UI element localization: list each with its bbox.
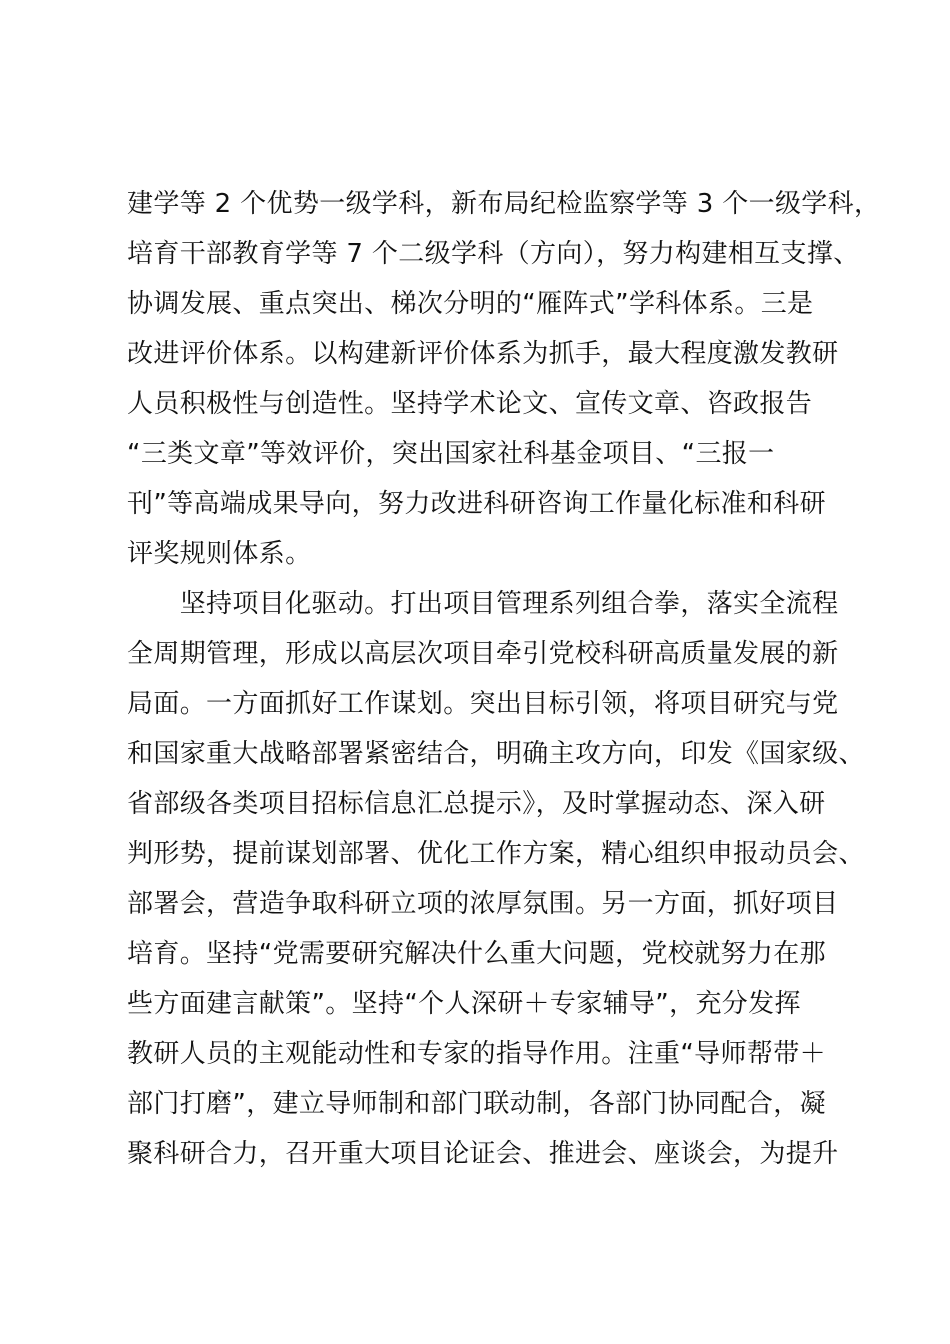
body-text-line: 些方面建言献策”。坚持“个人深研＋专家辅导”，充分发挥 xyxy=(127,989,801,1019)
body-text-line: 部门打磨”，建立导师制和部门联动制，各部门协同配合，凝 xyxy=(127,1089,826,1119)
body-text-line: 聚科研合力，召开重大项目论证会、推进会、座谈会，为提升 xyxy=(127,1139,839,1169)
body-text-line: “三类文章”等效评价，突出国家社科基金项目、“三报一 xyxy=(127,439,775,469)
body-text-line: 全周期管理，形成以高层次项目牵引党校科研高质量发展的新 xyxy=(127,639,839,669)
body-text-line: 协调发展、重点突出、梯次分明的“雁阵式”学科体系。三是 xyxy=(127,289,814,319)
body-text-line: 培育干部教育学等 7 个二级学科（方向），努力构建相互支撑、 xyxy=(127,239,860,269)
body-text-line: 建学等 2 个优势一级学科，新布局纪检监察学等 3 个一级学科， xyxy=(127,189,881,219)
body-text-line: 教研人员的主观能动性和专家的指导作用。注重“导师帮带＋ xyxy=(127,1039,826,1069)
body-text-line: 培育。坚持“党需要研究解决什么重大问题，党校就努力在那 xyxy=(127,939,826,969)
paragraph-first-line: 坚持项目化驱动。打出项目管理系列组合拳，落实全流程 xyxy=(127,589,839,619)
body-text-line: 刊”等高端成果导向，努力改进科研咨询工作量化标准和科研 xyxy=(127,489,826,519)
body-text-line: 省部级各类项目招标信息汇总提示》，及时掌握动态、深入研 xyxy=(127,789,826,819)
body-text-line: 和国家重大战略部署紧密结合，明确主攻方向，印发《国家级、 xyxy=(127,739,865,769)
body-text-line: 改进评价体系。以构建新评价体系为抓手，最大程度激发教研 xyxy=(127,339,839,369)
body-text-line: 评奖规则体系。 xyxy=(127,539,312,569)
body-text-line: 部署会，营造争取科研立项的浓厚氛围。另一方面，抓好项目 xyxy=(127,889,839,919)
body-text-line: 判形势，提前谋划部署、优化工作方案，精心组织申报动员会、 xyxy=(127,839,865,869)
body-text-line: 局面。一方面抓好工作谋划。突出目标引领，将项目研究与党 xyxy=(127,689,839,719)
body-text-line: 人员积极性与创造性。坚持学术论文、宣传文章、咨政报告 xyxy=(127,389,813,419)
